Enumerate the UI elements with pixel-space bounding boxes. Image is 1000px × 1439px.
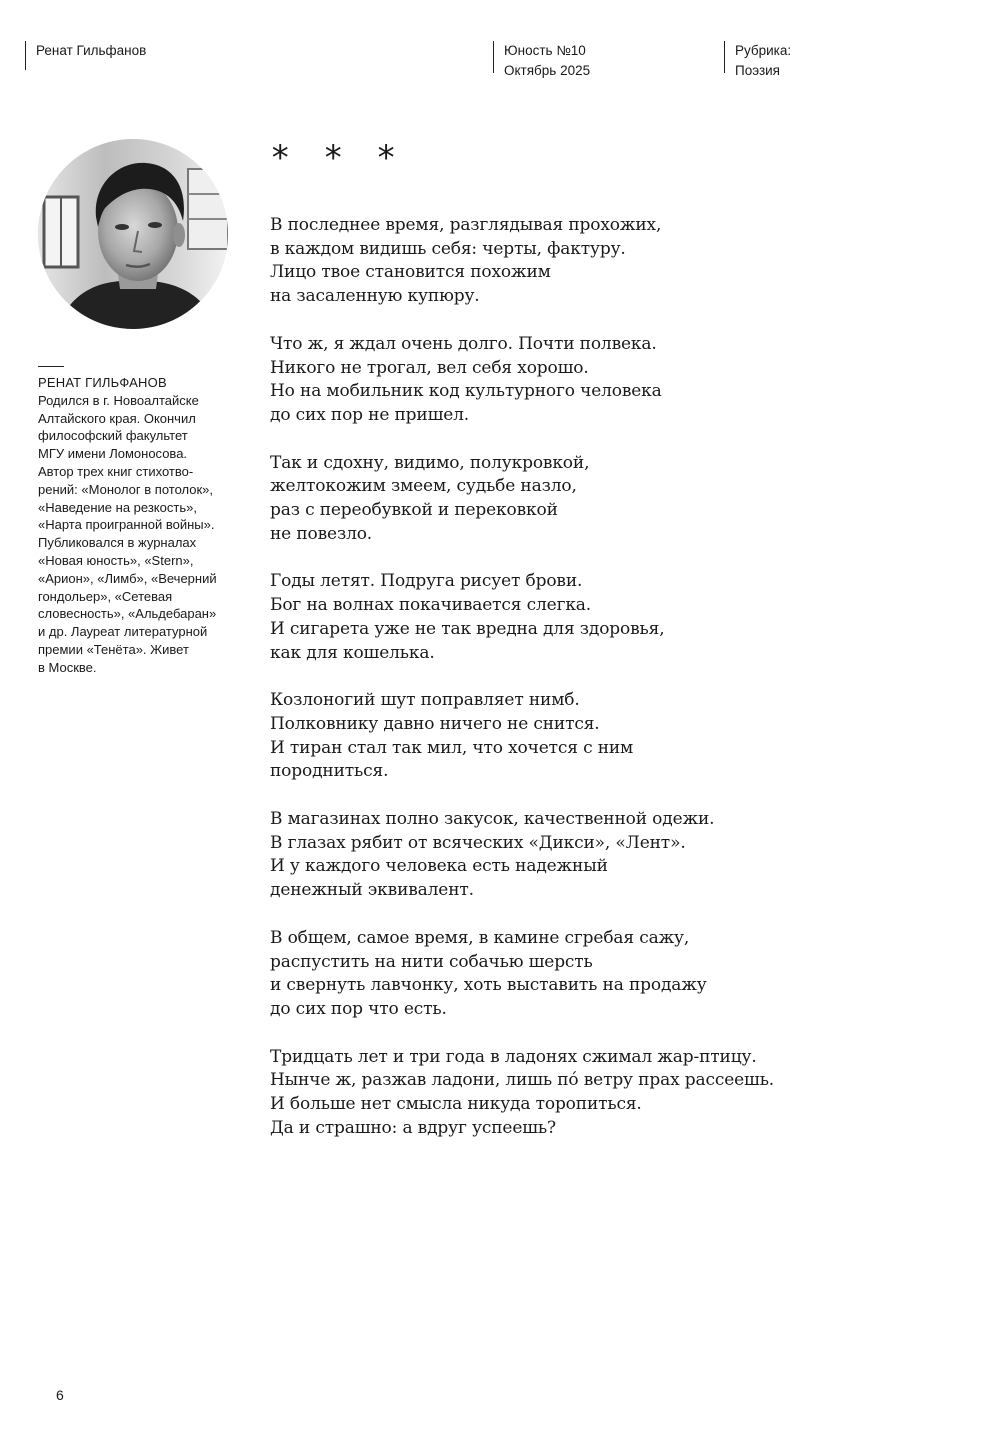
author-bio (38, 374, 238, 677)
bio-line: в Москве. (38, 659, 97, 675)
poem-line: как для кошелька. (270, 642, 435, 663)
poem-line: Тридцать лет и три года в ладонях сжимал жар-птицу. (270, 1046, 757, 1067)
poem-line: И сигарета уже не так вредна для здоровья, (270, 618, 665, 639)
bio-line: Алтайского края. Окончил (38, 410, 196, 426)
poem-line: Но на мобильник код культурного человека (270, 381, 662, 402)
poem-line: И тиран стал так мил, что хочется с ним (270, 737, 634, 758)
poem-stanza (270, 1046, 774, 1141)
poem-line: и свернуть лавчонку, хоть выставить на продажу (270, 975, 707, 996)
bio-line: Автор трех книг стихотво- (38, 463, 194, 479)
poem-stanza (270, 333, 774, 428)
poem-line: денежный эквивалент. (270, 880, 474, 901)
bio-divider (38, 366, 64, 367)
bio-line: Родился в г. Новоалтайске (38, 392, 199, 408)
bio-line: «Наведение на резкость», (38, 499, 197, 515)
poem-line: желтокожим змеем, судьбе назло, (270, 476, 577, 497)
running-header-author (25, 41, 146, 70)
header-author-name: Ренат Гильфанов (36, 43, 147, 58)
bio-line: Публиковался в журналах (38, 535, 197, 551)
poem-line: И у каждого человека есть надежный (270, 856, 608, 877)
poem-line: Лицо твое становится похожим (270, 262, 551, 283)
bio-line: рений: «Монолог в потолок», (38, 481, 214, 497)
poem-line: В последнее время, разглядывая прохожих, (270, 215, 662, 235)
poem-line: Козлоногий шут поправляет нимб. (270, 690, 580, 711)
bio-line: и др. Лауреат литературной (38, 624, 208, 640)
poem (270, 140, 774, 1141)
bio-author-name: РЕНАТ ГИЛЬФАНОВ (38, 375, 167, 390)
header-journal-issue: Юность №10 (504, 43, 586, 58)
poem-stanza (270, 689, 774, 784)
bio-line: премии «Тенёта». Живет (38, 641, 189, 657)
header-rubric-value: Поэзия (735, 63, 780, 78)
bio-line: «Арион», «Лимб», «Вечерний (38, 570, 217, 586)
poem-title: * * * (270, 138, 403, 178)
poem-line: породниться. (270, 761, 389, 782)
poem-line: раз с переобувкой и перековкой (270, 500, 558, 521)
header-rubric-label: Рубрика: (735, 43, 792, 58)
poem-line: Годы летят. Подруга рисует брови. (270, 571, 583, 592)
poem-line: на засаленную купюру. (270, 286, 480, 307)
bio-line: «Новая юность», «Stern», (38, 552, 194, 568)
poem-line: Так и сдохну, видимо, полукровкой, (270, 452, 590, 473)
poem-line: распустить на нити собачью шерсть (270, 951, 593, 972)
poem-line: Никого не трогал, вел себя хорошо. (270, 357, 589, 378)
poem-line: в каждом видишь себя: черты, фактуру. (270, 238, 626, 259)
bio-line: словесность», «Альдебаран» (38, 606, 217, 622)
bio-line: гондольер», «Сетевая (38, 588, 173, 604)
page-number: 6 (56, 1387, 64, 1403)
poem-line: Полковнику давно ничего не снится. (270, 713, 600, 734)
poem-line: до сих пор не пришел. (270, 404, 470, 425)
author-portrait (38, 139, 228, 329)
poem-line: В общем, самое время, в камине сгребая сажу, (270, 927, 690, 948)
author-portrait-photo (38, 139, 228, 329)
poem-stanza (270, 452, 774, 547)
poem-stanza (270, 927, 774, 1022)
poem-line: В магазинах полно закусок, качественной одежи. (270, 809, 715, 830)
bio-line: философский факультет (38, 428, 188, 444)
poem-stanza (270, 214, 774, 309)
bio-line: МГУ имени Ломоносова. (38, 446, 188, 462)
running-header-issue (493, 41, 591, 78)
poem-stanza (270, 570, 774, 665)
poem-line: Что ж, я ждал очень долго. Почти полвека. (270, 333, 657, 354)
poem-line: Нынче ж, разжав ладони, лишь пó ветру прах рассеешь. (270, 1070, 775, 1091)
poem-line: В глазах рябит от всяческих «Дикси», «Лент». (270, 832, 686, 853)
bio-line: «Нарта проигранной войны». (38, 517, 215, 533)
poem-stanza (270, 808, 774, 903)
poem-line: до сих пор что есть. (270, 998, 447, 1019)
poem-line: Бог на волнах покачивается слегка. (270, 595, 592, 616)
running-header-rubric (724, 41, 792, 78)
poem-line: И больше нет смысла никуда торопиться. (270, 1094, 642, 1115)
poem-line: не повезло. (270, 523, 373, 544)
header-issue-date: Октябрь 2025 (504, 63, 591, 78)
poem-line: Да и страшно: а вдруг успеешь? (270, 1117, 556, 1138)
